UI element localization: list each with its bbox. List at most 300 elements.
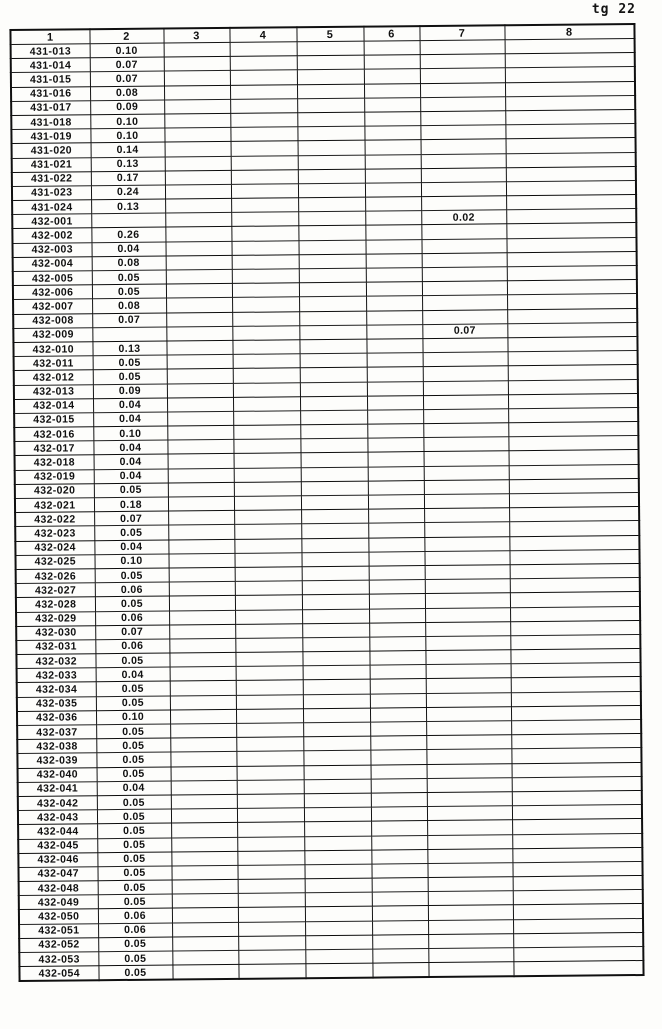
empty-cell xyxy=(231,141,298,156)
empty-cell xyxy=(505,39,635,54)
row-id-cell: 432-020 xyxy=(15,484,94,499)
row-id-cell: 432-009 xyxy=(13,327,92,342)
empty-cell xyxy=(371,807,427,822)
empty-cell xyxy=(365,197,421,212)
empty-cell xyxy=(305,935,372,950)
row-id-cell: 432-044 xyxy=(18,824,97,839)
value-col2-cell: 0.04 xyxy=(94,469,168,484)
empty-cell xyxy=(231,212,298,227)
empty-cell xyxy=(172,950,238,965)
empty-cell xyxy=(299,296,366,311)
empty-cell xyxy=(367,409,423,424)
empty-cell xyxy=(304,864,371,879)
empty-cell xyxy=(508,365,638,380)
empty-cell xyxy=(510,634,640,649)
value-col2-cell: 0.04 xyxy=(96,667,170,682)
empty-cell xyxy=(304,807,371,822)
empty-cell xyxy=(297,55,364,70)
value-col7-cell xyxy=(423,437,508,452)
value-col2-cell: 0.08 xyxy=(92,298,166,313)
empty-cell xyxy=(365,168,421,183)
empty-cell xyxy=(506,152,636,167)
empty-cell xyxy=(370,665,426,680)
empty-cell xyxy=(372,963,428,978)
empty-cell xyxy=(366,310,422,325)
empty-cell xyxy=(235,623,302,638)
value-col7-cell: 0.07 xyxy=(422,324,507,339)
empty-cell xyxy=(507,251,637,266)
value-col2-cell: 0.06 xyxy=(95,611,169,626)
empty-cell xyxy=(166,298,232,313)
empty-cell xyxy=(364,83,420,98)
row-id-cell: 432-026 xyxy=(16,569,95,584)
empty-cell xyxy=(304,793,371,808)
row-id-cell: 432-047 xyxy=(18,867,97,882)
empty-cell xyxy=(238,950,305,965)
empty-cell xyxy=(508,407,638,422)
row-id-cell: 432-038 xyxy=(17,739,96,754)
empty-cell xyxy=(298,197,365,212)
value-col2-cell: 0.10 xyxy=(93,426,167,441)
empty-cell xyxy=(506,237,636,252)
empty-cell xyxy=(371,778,427,793)
empty-cell xyxy=(303,722,370,737)
empty-cell xyxy=(506,180,636,195)
empty-cell xyxy=(166,312,232,327)
empty-cell xyxy=(167,411,233,426)
value-col2-cell: 0.05 xyxy=(94,525,168,540)
empty-cell xyxy=(297,98,364,113)
empty-cell xyxy=(512,790,642,805)
empty-cell xyxy=(165,170,231,185)
empty-cell xyxy=(505,124,635,139)
empty-cell xyxy=(169,610,235,625)
value-col7-cell xyxy=(421,153,506,168)
empty-cell xyxy=(170,738,236,753)
row-id-cell: 432-021 xyxy=(15,498,94,513)
empty-cell xyxy=(364,126,420,141)
empty-cell xyxy=(168,482,234,497)
value-col7-cell xyxy=(426,664,511,679)
value-col7-cell xyxy=(427,777,512,792)
row-id-cell: 432-011 xyxy=(14,356,93,371)
empty-cell xyxy=(169,567,235,582)
row-id-cell: 431-022 xyxy=(12,171,91,186)
empty-cell xyxy=(505,109,635,124)
empty-cell xyxy=(305,921,372,936)
value-col2-cell: 0.08 xyxy=(92,256,166,271)
empty-cell xyxy=(234,482,301,497)
row-id-cell: 432-031 xyxy=(16,640,95,655)
value-col7-cell xyxy=(427,848,512,863)
value-col2-cell: 0.05 xyxy=(95,568,169,583)
row-id-cell: 432-033 xyxy=(17,668,96,683)
empty-cell xyxy=(168,511,234,526)
empty-cell xyxy=(505,53,635,68)
empty-cell xyxy=(301,453,368,468)
value-col7-cell xyxy=(425,593,510,608)
empty-cell xyxy=(231,198,298,213)
row-id-cell: 431-021 xyxy=(12,157,91,172)
value-col7-cell xyxy=(424,494,509,509)
empty-cell xyxy=(302,594,369,609)
empty-cell xyxy=(507,280,637,295)
row-id-cell: 431-014 xyxy=(11,58,90,73)
empty-cell xyxy=(371,764,427,779)
empty-cell xyxy=(372,920,428,935)
empty-cell xyxy=(238,893,305,908)
empty-cell xyxy=(302,580,369,595)
empty-cell xyxy=(234,467,301,482)
empty-cell xyxy=(367,438,423,453)
empty-cell xyxy=(164,71,230,86)
empty-cell xyxy=(513,876,643,891)
empty-cell xyxy=(166,284,232,299)
empty-cell xyxy=(372,949,428,964)
empty-cell xyxy=(236,751,303,766)
empty-cell xyxy=(368,495,424,510)
column-header-4: 4 xyxy=(229,27,296,42)
empty-cell xyxy=(508,351,638,366)
empty-cell xyxy=(298,211,365,226)
empty-cell xyxy=(301,552,368,567)
value-col2-cell: 0.04 xyxy=(97,781,171,796)
value-col7-cell xyxy=(420,68,505,83)
empty-cell xyxy=(369,636,425,651)
empty-cell xyxy=(304,765,371,780)
empty-cell xyxy=(300,353,367,368)
value-col7-cell xyxy=(424,451,509,466)
empty-cell xyxy=(512,776,642,791)
empty-cell xyxy=(171,865,237,880)
value-col2-cell: 0.14 xyxy=(91,142,165,157)
empty-cell xyxy=(168,539,234,554)
empty-cell xyxy=(513,904,643,919)
value-col7-cell xyxy=(424,536,509,551)
value-col7-cell xyxy=(425,636,510,651)
value-col7-cell xyxy=(422,281,507,296)
empty-cell xyxy=(231,240,298,255)
empty-cell xyxy=(230,84,297,99)
value-col2-cell: 0.07 xyxy=(90,71,164,86)
empty-cell xyxy=(167,383,233,398)
value-col7-cell xyxy=(421,167,506,182)
empty-cell xyxy=(508,422,638,437)
value-col7-cell xyxy=(427,763,512,778)
empty-cell xyxy=(370,722,426,737)
empty-cell xyxy=(506,138,636,153)
empty-cell xyxy=(512,833,642,848)
value-col7-cell xyxy=(423,423,508,438)
row-id-cell: 432-051 xyxy=(19,923,98,938)
empty-cell xyxy=(508,436,638,451)
empty-cell xyxy=(369,651,425,666)
empty-cell xyxy=(233,354,300,369)
column-header-5: 5 xyxy=(296,27,363,42)
empty-cell xyxy=(509,493,639,508)
value-col7-cell xyxy=(425,607,510,622)
empty-cell xyxy=(168,525,234,540)
value-col7-cell xyxy=(426,735,511,750)
empty-cell xyxy=(169,624,235,639)
empty-cell xyxy=(298,240,365,255)
empty-cell xyxy=(305,907,372,922)
value-col2-cell: 0.05 xyxy=(93,369,167,384)
empty-cell xyxy=(237,836,304,851)
empty-cell xyxy=(303,694,370,709)
empty-cell xyxy=(303,750,370,765)
empty-cell xyxy=(171,794,237,809)
row-id-cell: 432-053 xyxy=(19,952,98,967)
empty-cell xyxy=(365,239,421,254)
value-col2-cell: 0.24 xyxy=(91,185,165,200)
empty-cell xyxy=(171,823,237,838)
empty-cell xyxy=(165,198,231,213)
empty-cell xyxy=(372,906,428,921)
value-col7-cell xyxy=(420,82,505,97)
empty-cell xyxy=(232,326,299,341)
empty-cell xyxy=(237,794,304,809)
value-col2-cell: 0.05 xyxy=(98,951,172,966)
row-id-cell: 431-013 xyxy=(11,44,90,59)
empty-cell xyxy=(298,169,365,184)
value-col2-cell: 0.13 xyxy=(91,199,165,214)
row-id-cell: 431-019 xyxy=(11,129,90,144)
empty-cell xyxy=(164,113,230,128)
value-col2-cell: 0.10 xyxy=(94,554,168,569)
empty-cell xyxy=(512,805,642,820)
empty-cell xyxy=(304,779,371,794)
empty-cell xyxy=(169,596,235,611)
empty-cell xyxy=(237,850,304,865)
value-col2-cell: 0.10 xyxy=(90,43,164,58)
empty-cell xyxy=(238,936,305,951)
empty-cell xyxy=(509,464,639,479)
column-header-8: 8 xyxy=(504,24,634,40)
empty-cell xyxy=(236,737,303,752)
row-id-cell: 432-005 xyxy=(13,271,92,286)
value-col7-cell xyxy=(428,934,513,949)
empty-cell xyxy=(164,85,230,100)
value-col7-cell xyxy=(428,919,513,934)
empty-cell xyxy=(171,780,237,795)
value-col7-cell xyxy=(421,182,506,197)
empty-cell xyxy=(372,892,428,907)
empty-cell xyxy=(170,752,236,767)
value-col7-cell xyxy=(424,480,509,495)
value-col2-cell: 0.05 xyxy=(95,653,169,668)
empty-cell xyxy=(231,169,298,184)
empty-cell xyxy=(505,95,635,110)
row-id-cell: 432-015 xyxy=(14,413,93,428)
empty-cell xyxy=(238,964,305,979)
value-col2-cell: 0.07 xyxy=(94,511,168,526)
empty-cell xyxy=(302,566,369,581)
value-col2-cell: 0.10 xyxy=(96,710,170,725)
empty-cell xyxy=(230,56,297,71)
table-body xyxy=(11,39,644,982)
empty-cell xyxy=(167,355,233,370)
empty-cell xyxy=(513,961,643,977)
empty-cell xyxy=(299,311,366,326)
row-id-cell: 432-034 xyxy=(17,682,96,697)
empty-cell xyxy=(513,890,643,905)
value-col2-cell: 0.05 xyxy=(96,724,170,739)
empty-cell xyxy=(230,99,297,114)
value-col7-cell xyxy=(425,579,510,594)
value-col7-cell xyxy=(420,111,505,126)
empty-cell xyxy=(509,478,639,493)
empty-cell xyxy=(512,819,642,834)
row-id-cell: 432-007 xyxy=(13,299,92,314)
empty-cell xyxy=(302,609,369,624)
empty-cell xyxy=(298,226,365,241)
value-col2-cell: 0.04 xyxy=(93,398,167,413)
value-col2-cell: 0.04 xyxy=(91,242,165,257)
empty-cell xyxy=(172,936,238,951)
value-col7-cell xyxy=(420,54,505,69)
row-id-cell: 432-040 xyxy=(18,767,97,782)
value-col7-cell xyxy=(427,820,512,835)
empty-cell xyxy=(303,708,370,723)
empty-cell xyxy=(232,311,299,326)
empty-cell xyxy=(511,705,641,720)
empty-cell xyxy=(371,849,427,864)
row-id-cell: 432-019 xyxy=(15,469,94,484)
value-col7-cell xyxy=(422,295,507,310)
empty-cell xyxy=(169,638,235,653)
empty-cell xyxy=(232,340,299,355)
empty-cell xyxy=(301,481,368,496)
value-col7-cell xyxy=(425,565,510,580)
empty-cell xyxy=(299,268,366,283)
empty-cell xyxy=(371,821,427,836)
empty-cell xyxy=(367,424,423,439)
row-id-cell: 432-042 xyxy=(18,796,97,811)
value-col2-cell: 0.04 xyxy=(93,412,167,427)
value-col7-cell xyxy=(426,721,511,736)
value-col7-cell xyxy=(424,522,509,537)
empty-cell xyxy=(303,736,370,751)
empty-cell xyxy=(367,381,423,396)
empty-cell xyxy=(365,225,421,240)
empty-cell xyxy=(366,296,422,311)
empty-cell xyxy=(510,606,640,621)
empty-cell xyxy=(302,623,369,638)
empty-cell xyxy=(298,140,365,155)
empty-cell xyxy=(166,340,232,355)
row-id-cell: 432-023 xyxy=(15,526,94,541)
column-header-1: 1 xyxy=(10,29,89,44)
empty-cell xyxy=(511,691,641,706)
empty-cell xyxy=(233,382,300,397)
empty-cell xyxy=(368,480,424,495)
row-id-cell: 432-035 xyxy=(17,696,96,711)
empty-cell xyxy=(165,241,231,256)
value-col7-cell xyxy=(421,224,506,239)
empty-cell xyxy=(369,622,425,637)
empty-cell xyxy=(231,155,298,170)
value-col7-cell xyxy=(423,394,508,409)
value-col7-cell xyxy=(426,707,511,722)
empty-cell xyxy=(512,847,642,862)
row-id-cell: 432-002 xyxy=(12,228,91,243)
empty-cell xyxy=(165,213,231,228)
empty-cell xyxy=(237,765,304,780)
empty-cell xyxy=(305,963,372,978)
value-col2-cell: 0.04 xyxy=(94,454,168,469)
empty-cell xyxy=(232,283,299,298)
empty-cell xyxy=(230,127,297,142)
empty-cell xyxy=(170,681,236,696)
empty-cell xyxy=(164,57,230,72)
empty-cell xyxy=(368,452,424,467)
empty-cell xyxy=(164,128,230,143)
value-col7-cell xyxy=(422,309,507,324)
empty-cell xyxy=(299,282,366,297)
empty-cell xyxy=(302,651,369,666)
empty-cell xyxy=(371,792,427,807)
value-col2-cell: 0.05 xyxy=(97,767,171,782)
empty-cell xyxy=(302,637,369,652)
empty-cell xyxy=(233,368,300,383)
empty-cell xyxy=(237,808,304,823)
value-col2-cell: 0.05 xyxy=(96,681,170,696)
value-col2-cell: 0.05 xyxy=(98,937,172,952)
value-col2-cell: 0.05 xyxy=(97,823,171,838)
empty-cell xyxy=(236,680,303,695)
empty-cell xyxy=(232,269,299,284)
empty-cell xyxy=(513,918,643,933)
row-id-cell: 431-023 xyxy=(12,186,91,201)
empty-cell xyxy=(366,282,422,297)
value-col2-cell: 0.05 xyxy=(98,880,172,895)
empty-cell xyxy=(506,166,636,181)
row-id-cell: 432-018 xyxy=(15,455,94,470)
empty-cell xyxy=(509,535,639,550)
empty-cell xyxy=(365,140,421,155)
empty-cell xyxy=(506,223,636,238)
empty-cell xyxy=(238,879,305,894)
row-id-cell: 432-049 xyxy=(19,895,98,910)
empty-cell xyxy=(300,410,367,425)
row-id-cell: 432-025 xyxy=(15,554,94,569)
value-col7-cell xyxy=(425,621,510,636)
value-col7-cell xyxy=(420,125,505,140)
row-id-cell: 432-006 xyxy=(13,285,92,300)
value-col2-cell: 0.08 xyxy=(90,86,164,101)
row-id-cell: 431-017 xyxy=(11,101,90,116)
value-col2-cell: 0.07 xyxy=(92,313,166,328)
empty-cell xyxy=(369,608,425,623)
row-id-cell: 432-036 xyxy=(17,711,96,726)
empty-cell xyxy=(368,509,424,524)
value-col2-cell: 0.05 xyxy=(96,752,170,767)
row-id-cell: 432-039 xyxy=(17,753,96,768)
empty-cell xyxy=(235,609,302,624)
empty-cell xyxy=(510,578,640,593)
empty-cell xyxy=(172,908,238,923)
empty-cell xyxy=(233,396,300,411)
page-corner-label: tg 22 xyxy=(591,2,636,17)
value-col2-cell: 0.05 xyxy=(98,894,172,909)
value-col7-cell xyxy=(421,139,506,154)
empty-cell xyxy=(236,723,303,738)
empty-cell xyxy=(507,294,637,309)
empty-cell xyxy=(505,67,635,82)
row-id-cell: 432-048 xyxy=(19,881,98,896)
row-id-cell: 432-010 xyxy=(13,342,92,357)
